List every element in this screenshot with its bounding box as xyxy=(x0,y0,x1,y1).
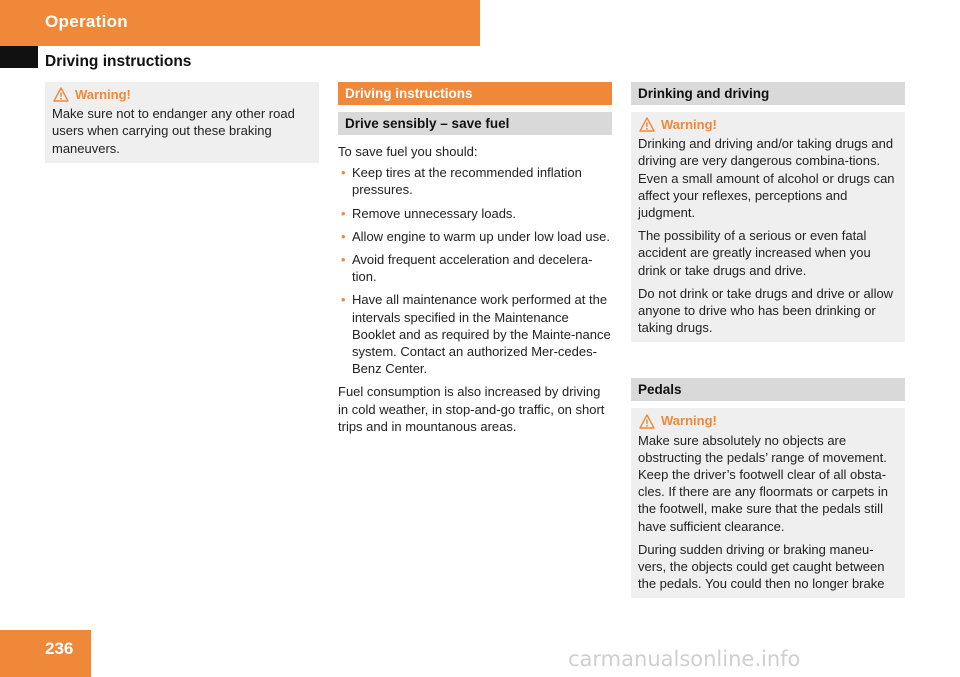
page-number-box xyxy=(0,630,91,677)
watermark: carmanualsonline.info xyxy=(568,647,801,671)
list-item-text: Keep tires at the recommended inflation pressures. xyxy=(352,165,582,198)
list-item-text: Have all maintenance work performed at the intervals specified in the Maintenance Booklet and as required by the Mainte-nance system. Contact an authorized Mer-cedes-Benz Center. xyxy=(352,292,611,377)
warning-box xyxy=(45,82,319,163)
warning-title-row xyxy=(638,412,898,429)
section-tab-marker xyxy=(0,46,38,68)
warning-triangle-icon xyxy=(53,87,69,102)
warning-paragraph: The possibility of a serious or even fatal accident are greatly increased when you drink or take drugs and drive. xyxy=(638,228,871,278)
section-heading: Driving instructions xyxy=(338,82,612,105)
warning-paragraph: Drinking and driving and/or taking drugs and driving are very dangerous combina-tions. Even a small amount of alcohol or drugs can affect your reflexes, perceptions and judgment. xyxy=(638,136,895,221)
warning-triangle-icon xyxy=(639,117,655,132)
warning-title: Warning! xyxy=(75,87,131,102)
page-number: 236 xyxy=(45,639,74,658)
closing-text: Fuel consumption is also increased by driving in cold weather, in stop-and-go traffic, on short trips and in mountanous areas. xyxy=(338,384,605,434)
warning-paragraph: During sudden driving or braking maneu-vers, the objects could get caught between the pedals. You could then no longer brake xyxy=(638,541,885,592)
drinking-warning-box xyxy=(631,112,905,342)
list-item-text: Allow engine to warm up under low load use. xyxy=(352,228,610,244)
list-item-text: Avoid frequent acceleration and decelera-tion. xyxy=(352,252,593,285)
middle-column xyxy=(338,82,612,441)
page-subheading: Driving instructions xyxy=(45,53,192,70)
fuel-tips-list xyxy=(338,164,612,377)
section-title: Operation xyxy=(45,12,128,31)
intro-text: To save fuel you should: xyxy=(338,144,478,159)
list-item xyxy=(338,251,612,285)
list-item xyxy=(338,205,612,222)
bullet-icon: • xyxy=(341,165,346,181)
warning-text: Make sure not to endanger any other road users when carrying out these braking maneuvers. xyxy=(52,106,295,156)
list-item-text: Remove unnecessary loads. xyxy=(352,205,517,221)
warning-paragraph: Do not drink or take drugs and drive or allow anyone to drive who has been drinking or taking drugs. xyxy=(638,285,894,336)
right-column xyxy=(631,82,905,598)
bullet-icon: • xyxy=(341,205,346,221)
left-column xyxy=(45,82,319,163)
warning-title: Warning! xyxy=(661,117,717,132)
pedals-heading: Pedals xyxy=(631,378,905,401)
warning-title-row xyxy=(52,86,312,103)
bullet-icon: • xyxy=(341,228,346,244)
subsection-heading: Drive sensibly – save fuel xyxy=(338,112,612,135)
drinking-heading: Drinking and driving xyxy=(631,82,905,105)
warning-title: Warning! xyxy=(661,413,717,429)
bullet-icon: • xyxy=(341,292,346,308)
warning-paragraph: Make sure absolutely no objects are obstructing the pedals’ range of movement. Keep the driver’s footwell clear of all obsta-cles. If there are any floormats or carpets in the footwell, make sure that the pedals still have sufficient clearance. xyxy=(638,432,888,534)
section-header-bar xyxy=(0,0,480,46)
list-item xyxy=(338,228,612,245)
warning-triangle-icon xyxy=(639,414,655,429)
list-item xyxy=(338,291,612,377)
bullet-icon: • xyxy=(341,252,346,268)
pedals-warning-box xyxy=(631,408,905,598)
list-item xyxy=(338,164,612,198)
warning-title-row xyxy=(638,116,898,133)
